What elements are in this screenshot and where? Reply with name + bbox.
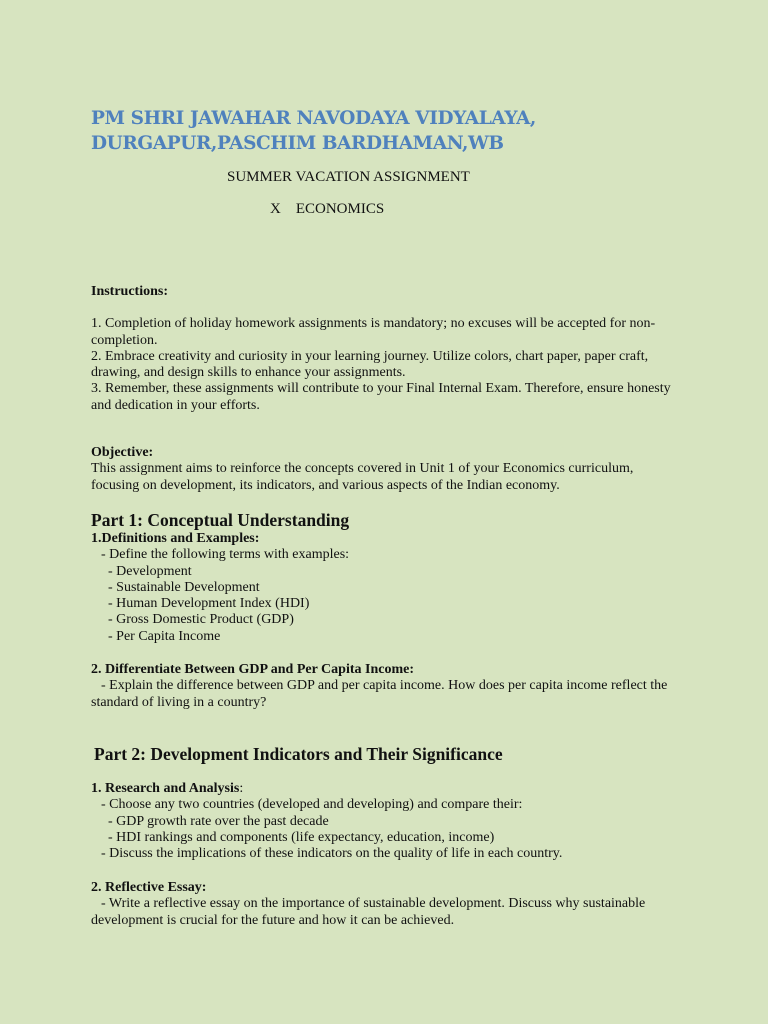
part1-q1-prompt: - Define the following terms with examples: [101, 547, 350, 563]
part1-title: Part 1: Conceptual Understanding [91, 510, 350, 530]
school-name-line2: DURGAPUR,PASCHIM BARDHAMAN,WB [91, 133, 504, 154]
subject-label: ECONOMICS [295, 201, 385, 217]
part1-q1-heading: 1.Definitions and Examples: [91, 531, 260, 546]
part2-q1-colon: : [239, 781, 244, 796]
school-name [91, 106, 731, 156]
part2-q1-discuss: - Discuss the implications of these indicators on the quality of life in each country. [101, 846, 563, 862]
part2-section [91, 781, 681, 862]
part1-q2-heading: 2. Differentiate Between GDP and Per Capita Income: [91, 662, 414, 677]
term-item: - Gross Domestic Product (GDP) [108, 612, 294, 628]
part2-q1-prompt: - Choose any two countries (developed and developing) and compare their: [101, 797, 523, 813]
class-subject [270, 201, 384, 218]
instruction-item: 1. Completion of holiday homework assignments is mandatory; no excuses will be accepted for non-completion. [91, 316, 656, 348]
part2-q2-heading: 2. Reflective Essay: [91, 880, 207, 895]
part2-q2-text: - Write a reflective essay on the importance of sustainable development. Discuss why sustainable development is crucial for the future and how it can be achieved. [91, 896, 646, 928]
instructions-section [91, 284, 681, 414]
part1-q2-text: - Explain the difference between GDP and per capita income. How does per capita income reflect the standard of living in a country? [91, 678, 668, 710]
term-item: - Human Development Index (HDI) [108, 596, 310, 612]
part1-section [91, 531, 681, 645]
part2-q2-section [91, 880, 681, 929]
part1-q2-section [91, 662, 681, 711]
objective-text: This assignment aims to reinforce the concepts covered in Unit 1 of your Economics curriculum, focusing on development, its indicators, and various aspects of the Indian economy. [91, 461, 634, 493]
term-item: - Per Capita Income [108, 628, 221, 644]
assignment-title: SUMMER VACATION ASSIGNMENT [227, 169, 470, 185]
term-item: - Development [108, 563, 192, 579]
instruction-item: 2. Embrace creativity and curiosity in your learning journey. Utilize colors, chart paper, paper craft, drawing, and design skills to enhance your assignments. [91, 348, 649, 381]
instructions-heading: Instructions: [91, 284, 169, 299]
part2-q1-heading: 1. Research and Analysis [91, 781, 240, 796]
term-item: - Sustainable Development [108, 579, 260, 595]
class-label: X [270, 201, 281, 217]
objective-heading: Objective: [91, 445, 154, 460]
part2-title: Part 2: Development Indicators and Their Significance [94, 744, 503, 764]
objective-section [91, 445, 681, 494]
instruction-item: 3. Remember, these assignments will contribute to your Final Internal Exam. Therefore, ensure honesty and dedication in your efforts. [91, 381, 671, 413]
school-name-line1: PM SHRI JAWAHAR NAVODAYA VIDYALAYA, [91, 108, 536, 129]
compare-item: - GDP growth rate over the past decade [108, 813, 329, 829]
compare-item: - HDI rankings and components (life expectancy, education, income) [108, 829, 495, 845]
